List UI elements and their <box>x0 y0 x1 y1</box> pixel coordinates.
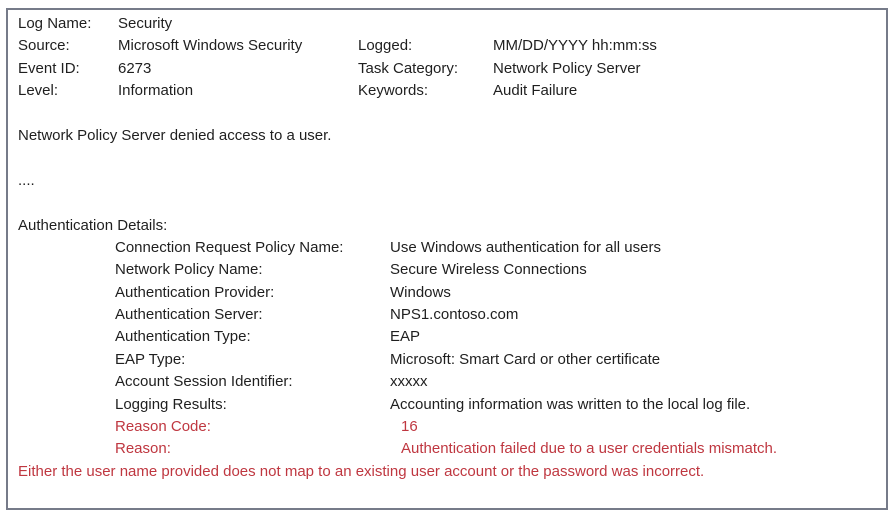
detail-row-connection-request-policy <box>8 237 886 259</box>
authentication-type-label: Authentication Type: <box>115 328 251 346</box>
reason-code-label: Reason Code: <box>115 418 211 436</box>
omitted-content-row <box>8 170 886 192</box>
keywords-label: Keywords: <box>358 82 429 100</box>
authentication-server-value: NPS1.contoso.com <box>390 306 519 324</box>
level-value: Information <box>118 82 194 100</box>
account-session-identifier-label: Account Session Identifier: <box>115 373 293 391</box>
auth-details-heading: Authentication Details: <box>18 216 168 234</box>
auth-details-heading-row <box>8 215 886 237</box>
logged-label: Logged: <box>358 37 413 55</box>
log-name-label: Log Name: <box>18 15 92 32</box>
detail-row-authentication-type <box>8 326 886 348</box>
detail-row-eap-type <box>8 349 886 371</box>
detail-row-reason-code <box>8 416 886 438</box>
event-summary-row <box>8 125 886 147</box>
omitted-content-marker: .... <box>18 171 35 189</box>
detail-row-logging-results <box>8 394 886 416</box>
logged-value: MM/DD/YYYY hh:mm:ss <box>493 37 657 55</box>
connection-request-policy-label: Connection Request Policy Name: <box>115 238 344 256</box>
reason-footer-row <box>8 461 886 483</box>
task-category-label: Task Category: <box>358 59 459 77</box>
source-value: Microsoft Windows Security <box>118 37 303 55</box>
authentication-provider-value: Windows <box>390 283 451 301</box>
spacer-row <box>8 192 886 214</box>
event-id-value: 6273 <box>118 59 152 77</box>
reason-footer-note: Either the user name provided does not map to an existing user account or the password was incorrect. <box>18 462 705 480</box>
task-category-value: Network Policy Server <box>493 59 641 77</box>
log-name-value: Security <box>118 15 173 32</box>
level-label: Level: <box>18 82 59 100</box>
authentication-provider-label: Authentication Provider: <box>115 283 275 301</box>
header-row-log-name <box>8 13 886 35</box>
event-id-label: Event ID: <box>18 59 80 77</box>
source-label: Source: <box>18 37 70 55</box>
connection-request-policy-value: Use Windows authentication for all users <box>390 238 661 256</box>
network-policy-name-label: Network Policy Name: <box>115 261 263 279</box>
detail-row-authentication-provider <box>8 282 886 304</box>
reason-label: Reason: <box>115 440 171 458</box>
eap-type-value: Microsoft: Smart Card or other certificate <box>390 350 661 368</box>
reason-code-value: 16 <box>401 418 418 436</box>
reason-value: Authentication failed due to a user credentials mismatch. <box>401 440 778 458</box>
event-log-text <box>8 13 886 483</box>
header-row-source <box>8 35 886 57</box>
keywords-value: Audit Failure <box>493 82 578 100</box>
detail-row-authentication-server <box>8 304 886 326</box>
logging-results-label: Logging Results: <box>115 395 227 413</box>
eap-type-label: EAP Type: <box>115 350 186 368</box>
event-summary-text: Network Policy Server denied access to a user. <box>18 126 332 144</box>
spacer-row <box>8 147 886 169</box>
header-row-event-id <box>8 58 886 80</box>
detail-row-network-policy-name <box>8 259 886 281</box>
authentication-server-label: Authentication Server: <box>115 306 263 324</box>
header-row-level <box>8 80 886 102</box>
detail-row-account-session-identifier <box>8 371 886 393</box>
account-session-identifier-value: xxxxx <box>390 373 428 391</box>
spacer-row <box>8 103 886 125</box>
authentication-type-value: EAP <box>390 328 421 346</box>
logging-results-value: Accounting information was written to the local log file. <box>390 395 751 413</box>
detail-row-reason <box>8 438 886 460</box>
network-policy-name-value: Secure Wireless Connections <box>390 261 587 279</box>
event-log-card <box>6 8 888 510</box>
